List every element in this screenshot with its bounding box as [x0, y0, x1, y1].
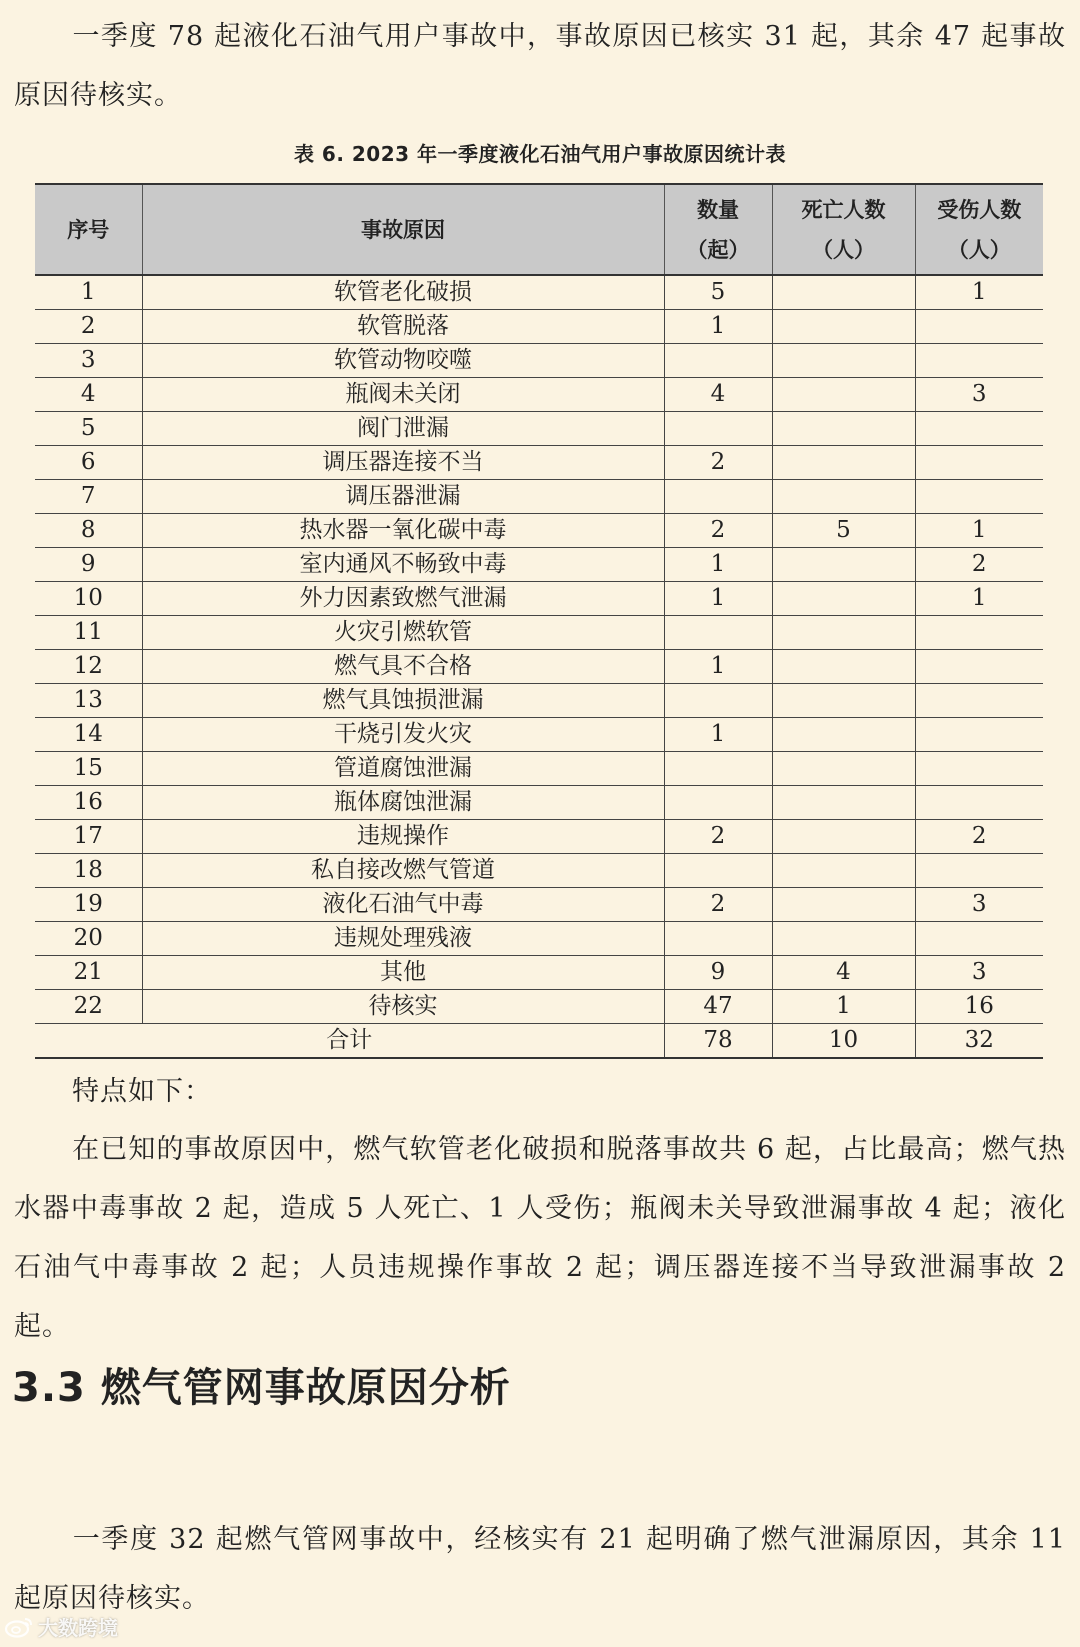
deaths-cell	[772, 310, 915, 344]
count-cell: 1	[664, 310, 772, 344]
total-row	[35, 1024, 1043, 1059]
cause-cell: 违规处理残液	[142, 922, 664, 956]
row-number: 9	[35, 548, 142, 582]
count-cell: 9	[664, 956, 772, 990]
injuries-cell: 2	[915, 820, 1043, 854]
cause-cell: 私自接改燃气管道	[142, 854, 664, 888]
deaths-cell	[772, 854, 915, 888]
cause-cell: 燃气具不合格	[142, 650, 664, 684]
row-number: 21	[35, 956, 142, 990]
cause-cell: 干烧引发火灾	[142, 718, 664, 752]
injuries-cell: 1	[915, 275, 1043, 310]
column-header-label: 受伤人数	[937, 197, 1022, 222]
injuries-cell	[915, 718, 1043, 752]
cause-cell: 软管动物咬噬	[142, 344, 664, 378]
table-row	[35, 854, 1043, 888]
injuries-cell	[915, 446, 1043, 480]
cause-cell: 软管老化破损	[142, 275, 664, 310]
deaths-cell	[772, 548, 915, 582]
injuries-cell	[915, 412, 1043, 446]
column-header	[142, 184, 664, 275]
row-number: 17	[35, 820, 142, 854]
count-cell: 4	[664, 378, 772, 412]
row-number: 8	[35, 514, 142, 548]
cause-cell: 待核实	[142, 990, 664, 1024]
column-header-unit: （人）	[812, 237, 875, 262]
deaths-cell	[772, 378, 915, 412]
row-number: 13	[35, 684, 142, 718]
injuries-cell	[915, 752, 1043, 786]
row-number: 12	[35, 650, 142, 684]
total-label: 合计	[35, 1024, 664, 1059]
count-cell	[664, 854, 772, 888]
row-number: 4	[35, 378, 142, 412]
column-header	[915, 184, 1043, 275]
total-deaths: 10	[772, 1024, 915, 1059]
count-cell	[664, 480, 772, 514]
row-number: 18	[35, 854, 142, 888]
column-header-unit: （起）	[686, 237, 750, 262]
cause-cell: 外力因素致燃气泄漏	[142, 582, 664, 616]
deaths-cell	[772, 718, 915, 752]
cause-cell: 室内通风不畅致中毒	[142, 548, 664, 582]
column-header-unit: （人）	[947, 237, 1011, 262]
table-row	[35, 820, 1043, 854]
injuries-cell	[915, 344, 1043, 378]
injuries-cell	[915, 854, 1043, 888]
deaths-cell	[772, 344, 915, 378]
injuries-cell	[915, 922, 1043, 956]
count-cell	[664, 344, 772, 378]
deaths-cell	[772, 888, 915, 922]
cause-cell: 管道腐蚀泄漏	[142, 752, 664, 786]
table-row	[35, 616, 1043, 650]
watermark-text: 大数跨境	[38, 1616, 118, 1640]
table-row	[35, 888, 1043, 922]
injuries-cell: 16	[915, 990, 1043, 1024]
deaths-cell	[772, 820, 915, 854]
column-header	[664, 184, 772, 275]
total-count: 78	[664, 1024, 772, 1059]
table-row	[35, 480, 1043, 514]
count-cell	[664, 412, 772, 446]
deaths-cell: 1	[772, 990, 915, 1024]
count-cell	[664, 922, 772, 956]
cause-cell: 调压器连接不当	[142, 446, 664, 480]
injuries-cell: 1	[915, 582, 1043, 616]
count-cell: 2	[664, 888, 772, 922]
injuries-cell: 3	[915, 956, 1043, 990]
table-row	[35, 275, 1043, 310]
count-cell: 47	[664, 990, 772, 1024]
count-cell: 1	[664, 548, 772, 582]
cause-cell: 瓶体腐蚀泄漏	[142, 786, 664, 820]
cause-cell: 调压器泄漏	[142, 480, 664, 514]
deaths-cell	[772, 752, 915, 786]
deaths-cell	[772, 275, 915, 310]
injuries-cell	[915, 616, 1043, 650]
table-row	[35, 548, 1043, 582]
deaths-cell: 4	[772, 956, 915, 990]
column-header-label: 序号	[67, 217, 110, 242]
column-header-label: 死亡人数	[801, 197, 886, 222]
table-row	[35, 378, 1043, 412]
deaths-cell	[772, 480, 915, 514]
cause-cell: 其他	[142, 956, 664, 990]
intro-paragraph: 一季度 78 起液化石油气用户事故中，事故原因已核实 31 起，其余 47 起事故原因待核实。	[14, 21, 1066, 111]
column-header-label: 事故原因	[361, 217, 445, 242]
accident-cause-table	[35, 183, 1043, 1059]
cause-cell: 瓶阀未关闭	[142, 378, 664, 412]
cause-cell: 违规操作	[142, 820, 664, 854]
column-header	[35, 184, 142, 275]
row-number: 20	[35, 922, 142, 956]
table-caption: 表 6. 2023 年一季度液化石油气用户事故原因统计表	[293, 142, 787, 166]
count-cell: 1	[664, 718, 772, 752]
table-row	[35, 446, 1043, 480]
row-number: 15	[35, 752, 142, 786]
table-row	[35, 514, 1043, 548]
section-paragraph: 一季度 32 起燃气管网事故中，经核实有 21 起明确了燃气泄漏原因，其余 11 起原因待核实。	[14, 1524, 1066, 1614]
deaths-cell	[772, 446, 915, 480]
deaths-cell: 5	[772, 514, 915, 548]
count-cell: 2	[664, 820, 772, 854]
deaths-cell	[772, 922, 915, 956]
section-heading: 3.3 燃气管网事故原因分析	[12, 1365, 511, 1411]
table-row	[35, 310, 1043, 344]
row-number: 19	[35, 888, 142, 922]
table-row	[35, 956, 1043, 990]
table-row	[35, 412, 1043, 446]
table-row	[35, 582, 1043, 616]
cause-cell: 软管脱落	[142, 310, 664, 344]
injuries-cell	[915, 480, 1043, 514]
row-number: 5	[35, 412, 142, 446]
row-number: 16	[35, 786, 142, 820]
count-cell: 5	[664, 275, 772, 310]
deaths-cell	[772, 582, 915, 616]
injuries-cell	[915, 786, 1043, 820]
count-cell	[664, 684, 772, 718]
injuries-cell	[915, 650, 1043, 684]
deaths-cell	[772, 650, 915, 684]
count-cell	[664, 786, 772, 820]
features-intro: 特点如下：	[72, 1076, 212, 1107]
injuries-cell	[915, 310, 1043, 344]
table-row	[35, 650, 1043, 684]
row-number: 10	[35, 582, 142, 616]
injuries-cell: 3	[915, 378, 1043, 412]
table-row	[35, 990, 1043, 1024]
deaths-cell	[772, 786, 915, 820]
count-cell	[664, 752, 772, 786]
table-row	[35, 786, 1043, 820]
row-number: 22	[35, 990, 142, 1024]
table-row	[35, 718, 1043, 752]
watermark	[4, 1612, 118, 1641]
injuries-cell: 3	[915, 888, 1043, 922]
cause-cell: 液化石油气中毒	[142, 888, 664, 922]
total-injuries: 32	[915, 1024, 1043, 1059]
row-number: 6	[35, 446, 142, 480]
features-paragraph: 在已知的事故原因中，燃气软管老化破损和脱落事故共 6 起，占比最高；燃气热水器中毒事故 2 起，造成 5 人死亡、1 人受伤；瓶阀未关导致泄漏事故 4 起；液化石油气中毒事故 2 起；人员违规操作事故 2 起；调压器连接不当导致泄漏事故 2 起。	[14, 1134, 1066, 1342]
column-header-label: 数量	[697, 197, 739, 222]
table-row	[35, 344, 1043, 378]
injuries-cell	[915, 684, 1043, 718]
count-cell	[664, 616, 772, 650]
deaths-cell	[772, 616, 915, 650]
count-cell: 1	[664, 650, 772, 684]
injuries-cell: 2	[915, 548, 1043, 582]
row-number: 14	[35, 718, 142, 752]
table-row	[35, 922, 1043, 956]
table-row	[35, 684, 1043, 718]
count-cell: 2	[664, 446, 772, 480]
row-number: 2	[35, 310, 142, 344]
cause-cell: 热水器一氧化碳中毒	[142, 514, 664, 548]
cause-cell: 阀门泄漏	[142, 412, 664, 446]
count-cell: 1	[664, 582, 772, 616]
table-row	[35, 752, 1043, 786]
injuries-cell: 1	[915, 514, 1043, 548]
row-number: 3	[35, 344, 142, 378]
row-number: 11	[35, 616, 142, 650]
deaths-cell	[772, 412, 915, 446]
table-header-row	[35, 184, 1043, 275]
cause-cell: 燃气具蚀损泄漏	[142, 684, 664, 718]
count-cell: 2	[664, 514, 772, 548]
row-number: 7	[35, 480, 142, 514]
weibo-logo-icon	[4, 1616, 34, 1638]
deaths-cell	[772, 684, 915, 718]
row-number: 1	[35, 275, 142, 310]
column-header	[772, 184, 915, 275]
cause-cell: 火灾引燃软管	[142, 616, 664, 650]
